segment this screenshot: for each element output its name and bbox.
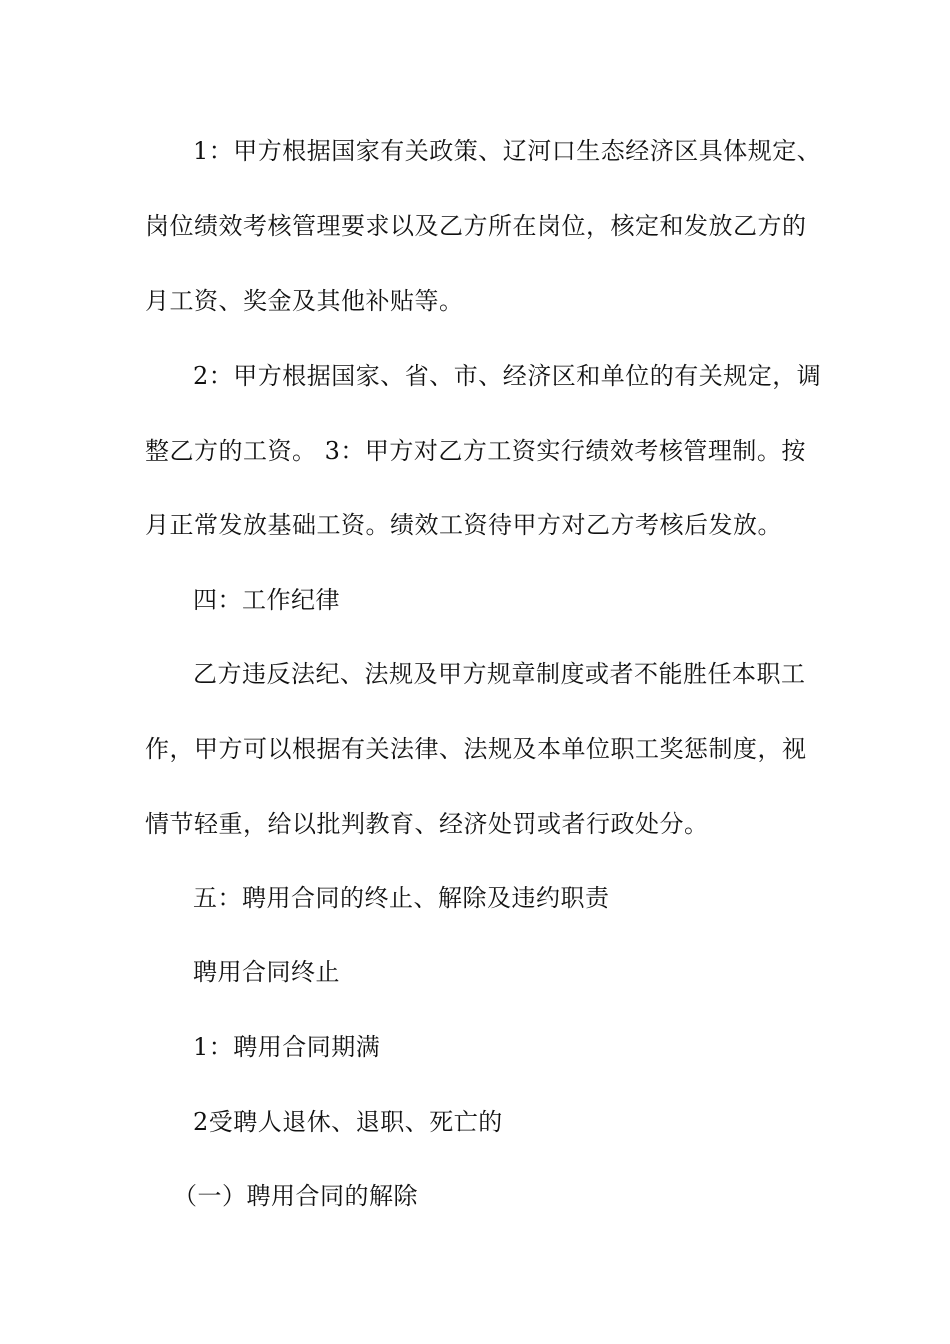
subsection-heading: 聘用合同终止 [193,958,340,986]
subsection-heading: （一）聘用合同的解除 [173,1182,418,1210]
paragraph-line: 情节轻重，给以批判教育、经济处罚或者行政处分。 [145,810,709,838]
section-heading: 五：聘用合同的终止、解除及违约职责 [193,884,610,912]
section-heading: 四：工作纪律 [193,586,340,614]
paragraph-line: 月工资、奖金及其他补贴等。 [145,287,464,315]
paragraph-line: 整乙方的工资。 3：甲方对乙方工资实行绩效考核管理制。按 [145,437,806,465]
paragraph-line: 月正常发放基础工资。绩效工资待甲方对乙方考核后发放。 [145,511,782,539]
paragraph-line: 作，甲方可以根据有关法律、法规及本单位职工奖惩制度，视 [145,735,807,763]
paragraph-line: 2：甲方根据国家、省、市、经济区和单位的有关规定，调 [193,362,822,390]
paragraph-line: 岗位绩效考核管理要求以及乙方所在岗位，核定和发放乙方的 [145,212,807,240]
list-item: 1：聘用合同期满 [193,1033,381,1061]
paragraph-line: 1：甲方根据国家有关政策、辽河口生态经济区具体规定、 [193,137,822,165]
paragraph-line: 乙方违反法纪、法规及甲方规章制度或者不能胜任本职工 [193,660,806,688]
list-item: 2受聘人退休、退职、死亡的 [193,1108,503,1136]
